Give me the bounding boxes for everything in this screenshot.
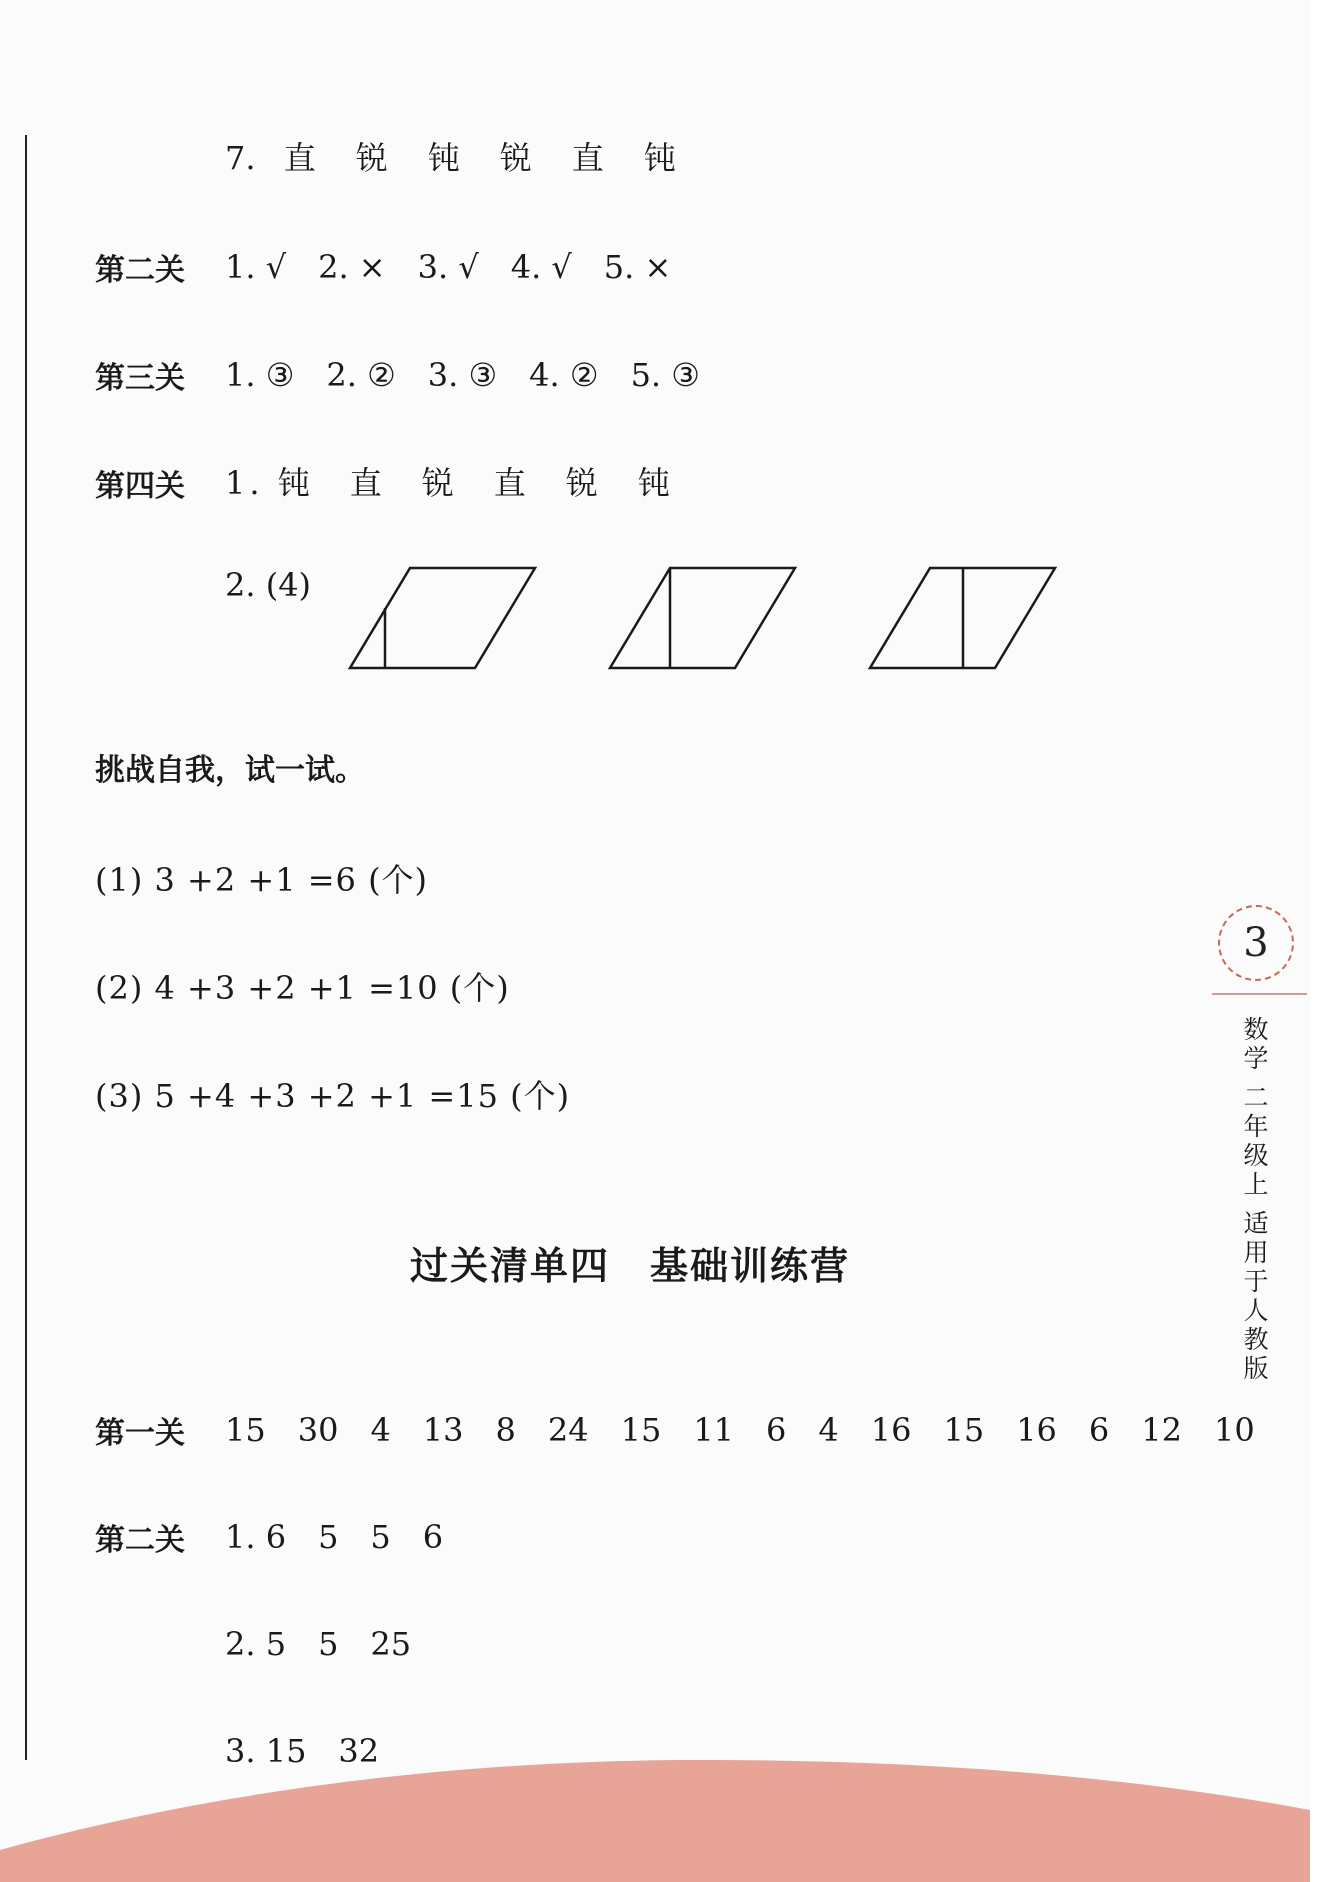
section4-level-2-q3: 3. 15 32 [225, 1732, 380, 1770]
row-number: 7. [225, 139, 256, 177]
row-items: 直 锐 钝 锐 直 钝 [283, 139, 680, 177]
bottom-wave-decoration [0, 1740, 1310, 1882]
level-3-label: 第三关 [95, 361, 185, 396]
parallelogram-figures [340, 560, 1070, 680]
challenge-line-2: (2) 4 +3 +2 +1 =10 (个) [95, 969, 510, 1007]
challenge-line-3: (3) 5 +4 +3 +2 +1 =15 (个) [95, 1077, 571, 1115]
section4-level-2-q2: 2. 5 5 25 [225, 1625, 412, 1663]
level-4-question-2: 2. (4) [225, 566, 312, 604]
parallelogram-2 [610, 568, 795, 668]
answer-row-7 [225, 133, 680, 179]
parallelogram-1 [350, 568, 535, 668]
side-subject: 数 学 [1243, 1015, 1269, 1073]
challenge-heading: 挑战自我，试一试。 [95, 753, 365, 788]
page-number: 3 [1243, 920, 1269, 966]
side-caption [1238, 1015, 1274, 1383]
side-edition: 适 用 于 人 教 版 [1243, 1209, 1269, 1383]
level-2-answers: 1. √ 2. × 3. √ 4. √ 5. × [225, 248, 672, 286]
level-2-label: 第二关 [95, 253, 185, 288]
section4-level-2-q1: 1. 6 5 5 6 [225, 1518, 444, 1556]
page-number-badge [1218, 905, 1294, 981]
level-3-answers: 1. ③ 2. ② 3. ③ 4. ② 5. ③ [225, 356, 700, 394]
challenge-line-1: (1) 3 +2 +1 =6 (个) [95, 861, 429, 899]
left-margin-rule [25, 135, 27, 1760]
section-title: 过关清单四 基础训练营 [410, 1244, 851, 1288]
section4-level-2-label: 第二关 [95, 1523, 185, 1558]
section4-level-1-answers: 15 30 4 13 8 24 15 11 6 4 16 15 16 6 12 10 [225, 1411, 1255, 1449]
parallelogram-3 [870, 568, 1055, 668]
section4-level-1-label: 第一关 [95, 1416, 185, 1451]
side-divider [1212, 993, 1307, 995]
level-4-label: 第四关 [95, 469, 185, 504]
side-grade: 二 年 级 上 [1243, 1083, 1269, 1199]
level-4-answers: 1. 钝 直 锐 直 锐 钝 [225, 464, 674, 502]
